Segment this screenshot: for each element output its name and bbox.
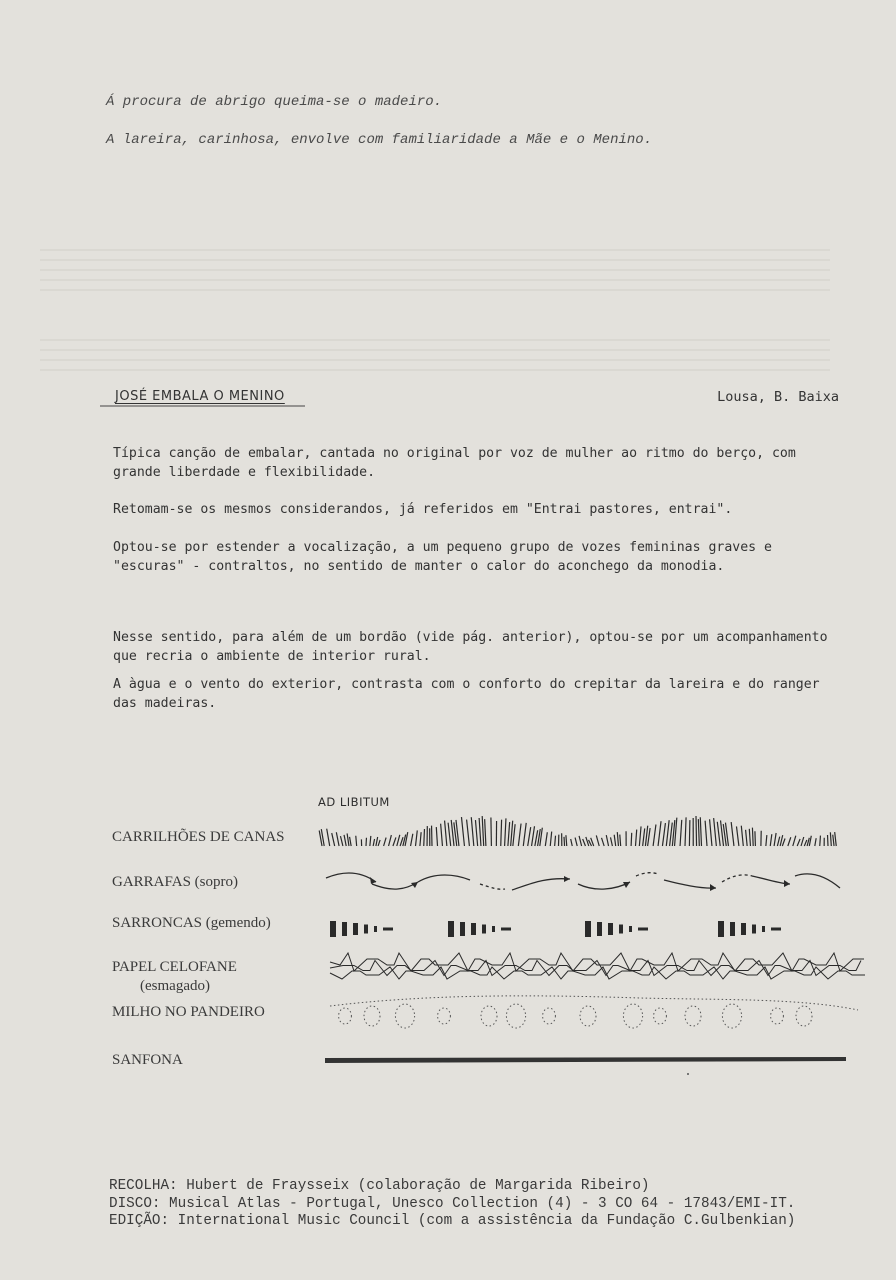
song-place: Lousa, B. Baixa [717, 389, 839, 405]
instrument-label-garrafas: GARRAFAS (sopro) [112, 874, 238, 890]
carrilhoes-stroke [350, 837, 352, 846]
paragraph-5: A àgua e o vento do exterior, contrasta com o conforto do crepitar da lareira e do ranger das madeiras. [113, 677, 820, 711]
carrilhoes-stroke [705, 821, 707, 846]
papel-celofane-zigzag [330, 953, 865, 979]
carrilhoes-stroke [586, 837, 589, 846]
carrilhoes-stroke [714, 818, 717, 846]
tempo-marking: AD LIBITUM [318, 795, 390, 809]
carrilhoes-stroke [420, 832, 421, 846]
carrilhoes-stroke [424, 829, 425, 846]
carrilhoes-stroke [830, 832, 831, 846]
carrilhoes-stroke [475, 820, 477, 846]
milho-loop [543, 1008, 556, 1024]
milho-loop [685, 1006, 701, 1026]
carrilhoes-stroke [777, 837, 779, 846]
carrilhoes-stroke [614, 835, 616, 846]
carrilhoes-stroke [639, 826, 641, 846]
carrilhoes-stroke [606, 835, 608, 846]
paragraph-4: Nesse sentido, para além de um bordão (vide pág. anterior), optou-se por um acompanhamento que recria o ambiente de interior rural. [113, 630, 828, 664]
milho-loop [722, 1004, 741, 1028]
carrilhoes-stroke [793, 836, 796, 846]
milho-loop [796, 1006, 812, 1026]
intro-line-1: Á procura de abrigo queima-se o madeiro. [106, 94, 443, 110]
milho-loop [654, 1008, 667, 1024]
carrilhoes-stroke [680, 820, 682, 846]
carrilhoes-stroke [700, 817, 701, 846]
sarroncas-bar [383, 928, 393, 931]
carrilhoes-stroke [505, 818, 506, 846]
carrilhoes-stroke [717, 822, 720, 846]
milho-dotted-loops [330, 996, 858, 1028]
carrilhoes-stroke [782, 839, 785, 846]
carrilhoes-stroke [566, 835, 567, 846]
carrilhoes-stroke [820, 836, 821, 846]
carrilhoes-stroke [384, 838, 387, 846]
milho-loop [395, 1004, 414, 1028]
sanfona-drone-line [325, 1057, 846, 1063]
sarroncas-bar [629, 926, 632, 932]
carrilhoes-stroke [731, 822, 734, 846]
carrilhoes-stroke [397, 835, 400, 846]
carrilhoes-stroke [710, 819, 712, 846]
milho-loop [771, 1008, 784, 1024]
carrilhoes-stroke [685, 817, 686, 846]
carrilhoes-stroke [508, 822, 510, 846]
carrilhoes-stroke [550, 832, 551, 846]
milho-loop [364, 1006, 380, 1026]
carrilhoes-stroke [575, 838, 577, 846]
carrilhoes-stroke [518, 824, 521, 846]
sarroncas-bar [342, 922, 347, 936]
carrilhoes-stroke [815, 838, 816, 846]
carrilhoes-stroke [833, 835, 834, 846]
carrilhoes-stroke [332, 833, 335, 846]
sarroncas-bar [638, 928, 648, 931]
carrilhoes-stroke [653, 824, 656, 846]
carrilhoes-stroke [736, 826, 738, 846]
sarroncas-bar [762, 926, 765, 932]
carrilhoes-stroke [467, 820, 470, 846]
carrilhoes-stroke [801, 837, 804, 846]
carrilhoes-stroke [645, 826, 647, 846]
carrilhoes-stroke [416, 830, 418, 846]
credits-block [109, 1178, 795, 1231]
carrilhoes-stroke [617, 832, 618, 846]
carrilhoes-stroke [376, 837, 378, 846]
sarroncas-bar [619, 925, 623, 934]
carrilhoes-stroke [583, 839, 586, 846]
carrilhoes-stroke [393, 837, 396, 846]
carrilhoes-stroke [670, 823, 673, 846]
sarroncas-bars [330, 921, 781, 937]
carrilhoes-stroke [389, 835, 392, 846]
carrilhoes-stroke [340, 836, 342, 846]
sarroncas-bar [471, 923, 476, 935]
carrilhoes-stroke [523, 823, 526, 846]
carrilhoes-stroke [441, 824, 443, 846]
carrilhoes-stroke [579, 836, 582, 846]
carrilhoes-stroke [636, 830, 637, 846]
carrilhoes-stroke [336, 832, 339, 846]
paragraph-3: Optou-se por estender a vocalização, a um pequeno grupo de vozes femininas graves e "escuras" - contraltos, no sentido de manter o calor do aconchego da monodia. [113, 540, 772, 574]
carrilhoes-stroke [571, 839, 573, 846]
carrilhoes-stroke [698, 819, 699, 846]
sarroncas-bar [374, 926, 377, 932]
instrument-label-papel-sub: (esmagado) [140, 978, 210, 994]
carrilhoes-stroke [528, 827, 531, 846]
carrilhoes-stroke [373, 839, 374, 846]
carrilhoes-stroke [501, 820, 502, 846]
instrument-label-papel: PAPEL CELOFANE [112, 959, 237, 975]
instrument-label-sanfona: SANFONA [112, 1052, 183, 1068]
stray-dot [687, 1073, 689, 1075]
carrilhoes-stroke [482, 816, 484, 846]
carrilhoes-stroke [620, 835, 621, 846]
carrilhoes-stroke [696, 816, 697, 846]
carrilhoes-stroke [766, 835, 767, 846]
sarroncas-bar [730, 922, 735, 936]
carrilhoes-stroke [411, 834, 413, 846]
carrilhoes-stroke [513, 824, 515, 846]
carrilhoes-stroke [461, 817, 464, 846]
sarroncas-bar [741, 923, 746, 935]
carrilhoes-stroke [378, 840, 380, 846]
carrilhoes-stroke [648, 828, 651, 846]
paragraph-2: Retomam-se os mesmos considerandos, já referidos em "Entrai pastores, entrai". [113, 502, 733, 517]
sarroncas-bar [448, 921, 454, 937]
garrafas-arrowheads [370, 876, 790, 891]
carrilhoes-stroke [611, 837, 613, 846]
sarroncas-bar [460, 922, 465, 936]
carrilhoes-stroke [535, 830, 538, 846]
carrilhoes-stroke [356, 836, 357, 846]
carrilhoes-stroke [344, 835, 346, 846]
carrilhoes-stroke [770, 834, 772, 846]
sarroncas-bar [718, 921, 724, 937]
carrilhoes-stroke [602, 838, 605, 846]
instrument-label-milho: MILHO NO PANDEIRO [112, 1004, 265, 1020]
carrilhoes-stroke [788, 837, 791, 846]
carrilhoes-stroke [555, 836, 556, 846]
sarroncas-bar [330, 921, 336, 937]
sarroncas-bar [597, 922, 602, 936]
intro-line-2: A lareira, carinhosa, envolve com familiaridade a Mãe e o Menino. [106, 132, 653, 148]
carrilhoes-stroke [797, 839, 800, 846]
carrilhoes-stroke [327, 829, 330, 846]
milho-loop [623, 1004, 642, 1028]
instrument-label-carrilhoes: CARRILHÕES DE CANAS [112, 829, 285, 845]
sarroncas-bar [501, 928, 511, 931]
carrilhoes-stroke [511, 821, 513, 846]
milho-guide [330, 996, 858, 1010]
carrilhoes-stroke [479, 818, 481, 846]
milho-loop [339, 1008, 352, 1024]
carrilhoes-stroke [804, 840, 806, 846]
sarroncas-bar [752, 925, 756, 934]
song-title: JOSÉ EMBALA O MENINO [115, 389, 285, 404]
carrilhoes-stroke [662, 823, 665, 846]
carrilhoes-stroke [835, 832, 837, 846]
carrilhoes-stroke [485, 819, 486, 846]
credit-recolha: RECOLHA: Hubert de Fraysseix (colaboração de Margarida Ribeiro) [109, 1178, 650, 1194]
paragraph-1: Típica canção de embalar, cantada no original por voz de mulher ao ritmo do berço, com grande liberdade e flexibilidade. [113, 446, 796, 480]
carrilhoes-stroke [596, 835, 599, 846]
milho-loop [580, 1006, 596, 1026]
carrilhoes-stroke [666, 820, 669, 846]
carrilhoes-stroke [643, 828, 645, 846]
sarroncas-bar [364, 925, 368, 934]
carrilhoes-stroke [436, 827, 437, 846]
carrilhoes-stroke [631, 833, 632, 846]
garrafas-waves [326, 873, 840, 890]
carrilhoes-stroke [445, 821, 447, 846]
carrilhoes-stroke [774, 833, 776, 846]
carrilhoes-stroke [741, 826, 743, 846]
carrilhoes-stroke [347, 833, 349, 846]
sarroncas-bar [771, 928, 781, 931]
carrilhoes-stroke [749, 829, 750, 846]
carrilhoes-stroke [809, 836, 811, 846]
milho-loop [438, 1008, 451, 1024]
sarroncas-bar [585, 921, 591, 937]
credit-disco: DISCO: Musical Atlas - Portugal, Unesco Collection (4) - 3 CO 64 - 17843/EMI-IT. [109, 1195, 796, 1212]
carrilhoes-stroke [471, 817, 474, 846]
sarroncas-bar [492, 926, 495, 932]
instrument-label-sarroncas: SARRONCAS (gemendo) [112, 915, 271, 931]
carrilhoes-stroke [405, 832, 408, 846]
carrilhoes-stroke [532, 826, 535, 846]
carrilhoes-stroke [545, 832, 547, 846]
credit-edicao: EDIÇÃO: International Music Council (com a assistência da Fundação C.Gulbenkian) [109, 1213, 796, 1229]
carrilhoes-stroke [752, 828, 753, 846]
carrilhoes-strokes [319, 816, 836, 846]
milho-loop [481, 1006, 497, 1026]
carrilhoes-stroke [370, 836, 371, 846]
sarroncas-bar [608, 923, 613, 935]
sarroncas-bar [353, 923, 358, 935]
carrilhoes-stroke [448, 823, 451, 846]
carrilhoes-stroke [746, 830, 748, 846]
carrilhoes-stroke [564, 837, 565, 846]
carrilhoes-stroke [658, 821, 661, 846]
milho-loop [506, 1004, 525, 1028]
sarroncas-bar [482, 925, 486, 934]
